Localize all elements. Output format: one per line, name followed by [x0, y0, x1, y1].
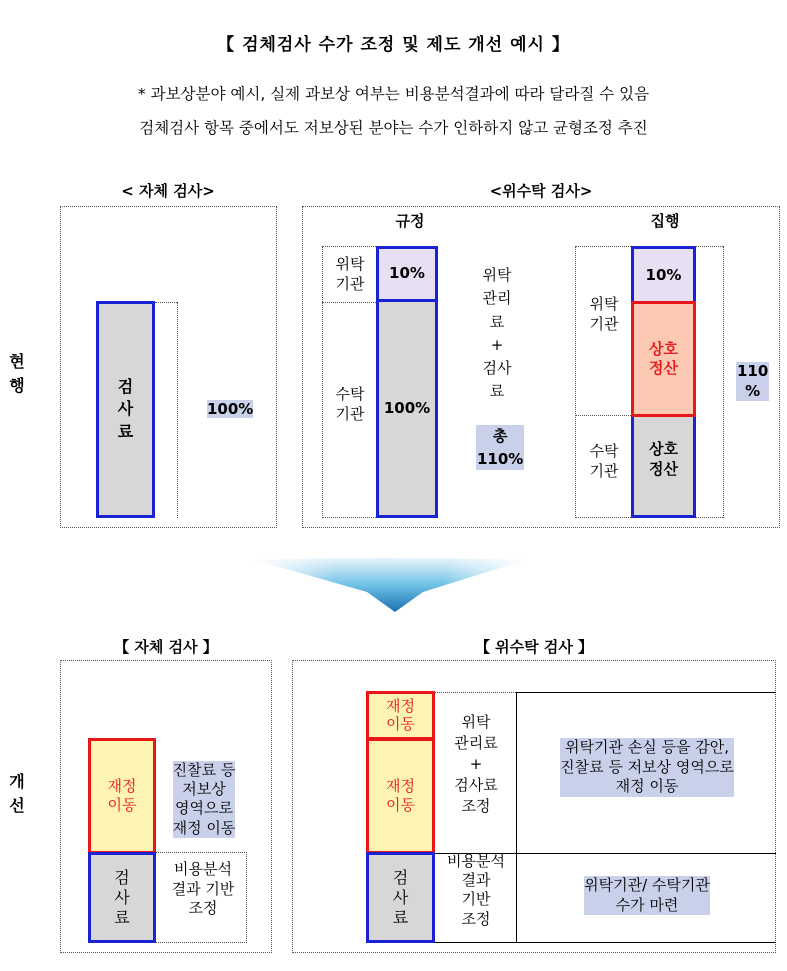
- page-title: 【 검체검사 수가 조정 및 제도 개선 예시 】: [217, 35, 570, 55]
- improved-self-basis: 비용분석 결과 기반 조정: [171, 860, 235, 917]
- rule-receive-seg: [379, 302, 435, 515]
- rule-header: 규정: [395, 212, 425, 230]
- improved-out-fee-desc: 위탁 관리료 + 검사료 조정: [454, 713, 498, 815]
- rule-receive-pct: 100%: [383, 398, 431, 417]
- improved-out-move-small: 재정 이동: [366, 691, 435, 740]
- improved-self-move-desc: 진찰료 등 저보상 영역으로 재정 이동: [172, 761, 236, 837]
- current-self-header: < 자체 검사>: [121, 182, 215, 200]
- current-out-header: <위수탁 검사>: [489, 182, 593, 200]
- exec-entrust-seg: [634, 249, 693, 303]
- row-label-current: 현행: [9, 352, 25, 395]
- current-self-bar-label: 검사료: [117, 376, 134, 441]
- exec-entrust-pct: 10%: [645, 266, 682, 285]
- exec-settle-gray: 상호 정산: [634, 404, 693, 515]
- improved-self-header: 【 자체 검사 】: [114, 638, 218, 656]
- rule-entrust-pct: 10%: [389, 264, 425, 283]
- improved-out-basis: 비용분석 결과 기반 조정: [447, 852, 505, 928]
- rule-entrust-label: 위탁 기관: [335, 255, 365, 293]
- current-self-percent: 100%: [207, 400, 254, 418]
- exec-entrust-label: 위탁 기관: [589, 295, 619, 333]
- current-self-frame: [60, 206, 277, 528]
- exec-settle-red: 상호 정산: [631, 301, 696, 417]
- rule-receive-label: 수탁 기관: [335, 385, 365, 423]
- improved-self-move: 재정 이동: [88, 738, 156, 854]
- improved-out-fee-right: 위탁기관 손실 등을 감안, 진찰료 등 저보상 영역으로 재정 이동: [560, 738, 734, 795]
- note-2: 검체검사 항목 중에서도 저보상된 분야는 수가 인하하지 않고 균형조정 추진: [139, 119, 648, 137]
- rule-entrust-seg: [379, 249, 435, 302]
- note-1: * 과보상분야 예시, 실제 과보상 여부는 비용분석결과에 따라 달라질 수 있음: [137, 85, 650, 103]
- rule-desc: 위탁 관리 료 + 검사 료: [482, 266, 512, 401]
- improved-self-bar: 검 사 료: [88, 852, 156, 943]
- improved-out-basis-right: 위탁기관/ 수탁기관 수가 마련: [584, 876, 710, 914]
- improved-out-bar: 검 사 료: [366, 852, 435, 943]
- transition-arrow-icon: [255, 558, 525, 614]
- rule-bar: [376, 246, 438, 518]
- exec-receive-label: 수탁 기관: [589, 442, 619, 480]
- exec-total: 110 %: [737, 362, 769, 400]
- rule-total: 총 110%: [476, 425, 518, 470]
- improved-out-header: 【 위수탁 검사 】: [474, 638, 594, 656]
- row-label-improved: 개선: [9, 772, 25, 815]
- current-self-bar: [96, 301, 155, 518]
- exec-header: 집행: [650, 212, 680, 230]
- improved-out-move-big: 재정 이동: [366, 738, 435, 854]
